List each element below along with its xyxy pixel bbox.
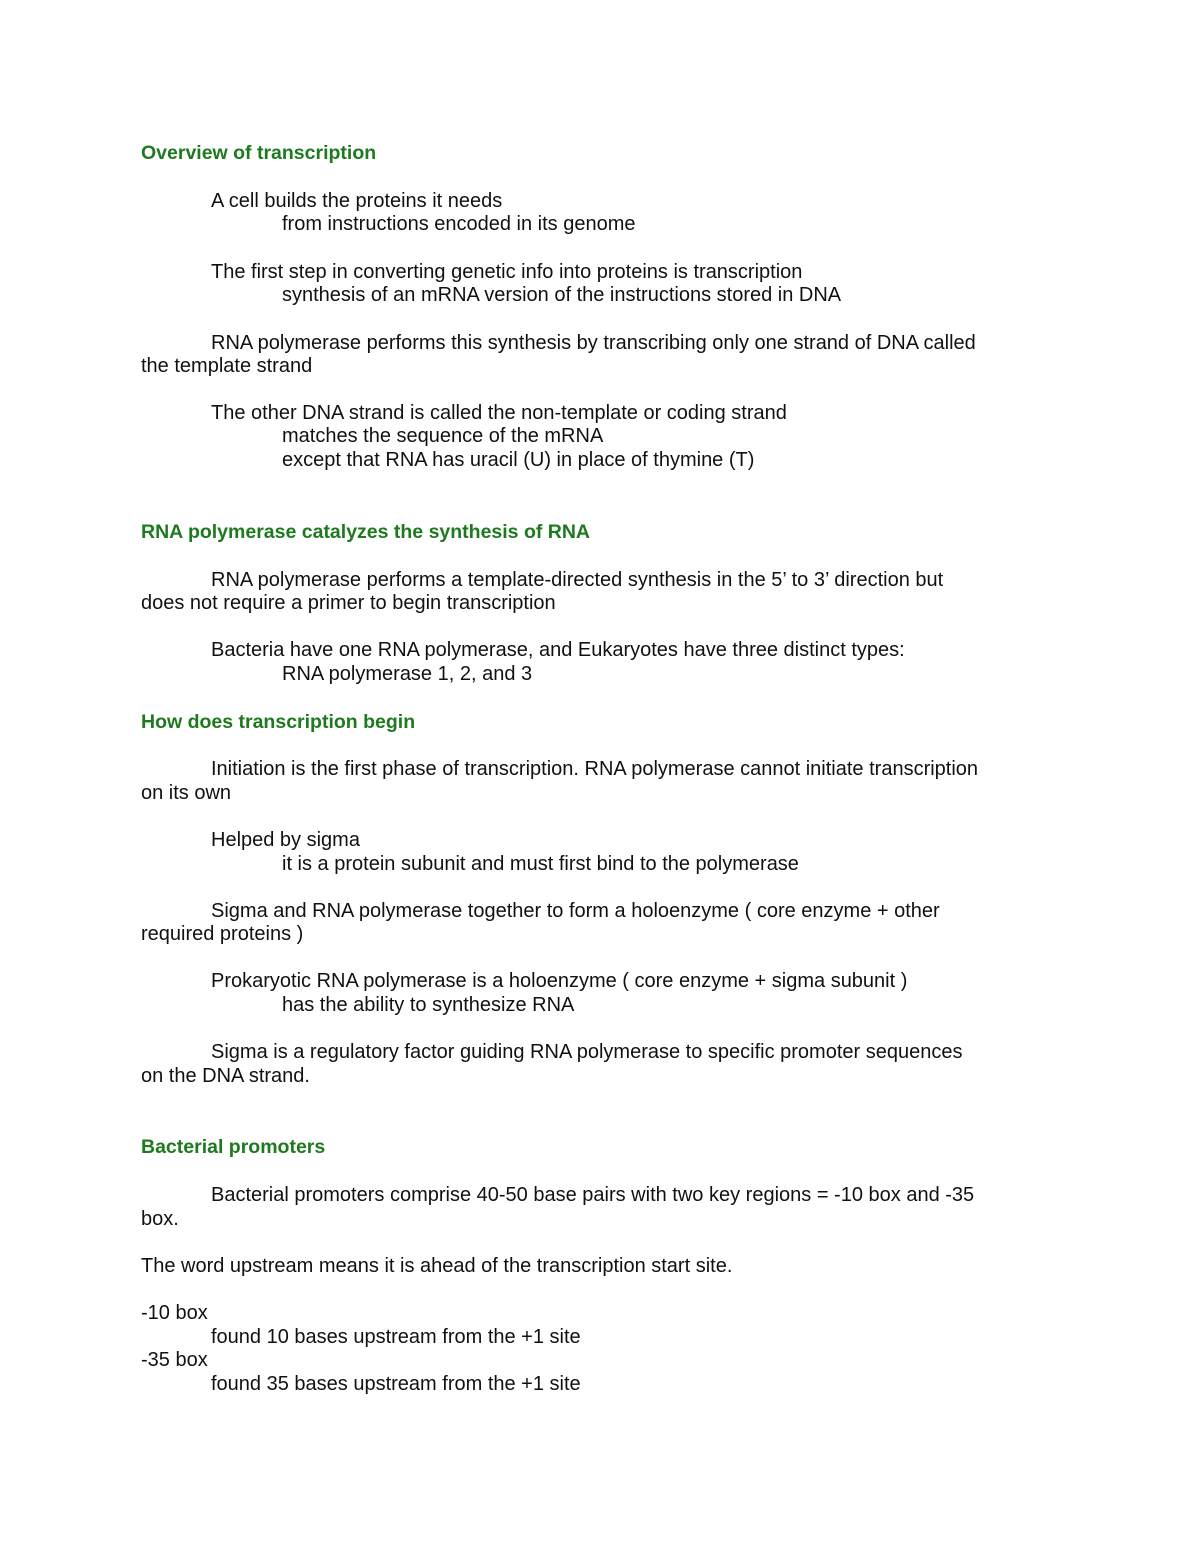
text-line: The other DNA strand is called the non-template or coding strand (211, 402, 787, 424)
text-line: Prokaryotic RNA polymerase is a holoenzyme ( core enzyme + sigma subunit ) (211, 970, 908, 992)
text-line: the template strand (141, 355, 313, 377)
text-line: Sigma is a regulatory factor guiding RNA polymerase to specific promoter sequences (211, 1041, 963, 1063)
text-line: it is a protein subunit and must first bind to the polymerase (282, 853, 799, 875)
text-line: Helped by sigma (211, 829, 360, 851)
text-line: Initiation is the first phase of transcription. RNA polymerase cannot initiate transcription (211, 758, 979, 780)
text-line: -10 box (141, 1302, 208, 1324)
text-line: from instructions encoded in its genome (282, 213, 636, 235)
text-line: found 10 bases upstream from the +1 site (211, 1326, 581, 1348)
text-line: matches the sequence of the mRNA (282, 425, 604, 447)
text-line: does not require a primer to begin transcription (141, 592, 556, 614)
section-heading-bacterial-promoters: Bacterial promoters (141, 1136, 326, 1158)
text-line: required proteins ) (141, 923, 304, 945)
text-line: on its own (141, 782, 232, 804)
text-line: RNA polymerase 1, 2, and 3 (282, 663, 533, 685)
text-line: Bacteria have one RNA polymerase, and Eukaryotes have three distinct types: (211, 639, 905, 661)
text-line: The word upstream means it is ahead of the transcription start site. (141, 1255, 733, 1277)
text-line: Sigma and RNA polymerase together to form a holoenzyme ( core enzyme + other (211, 900, 940, 922)
section-heading-overview: Overview of transcription (141, 142, 377, 164)
text-line: synthesis of an mRNA version of the instructions stored in DNA (282, 284, 842, 306)
section-heading-transcription-begin: How does transcription begin (141, 711, 416, 733)
text-line: found 35 bases upstream from the +1 site (211, 1373, 581, 1395)
text-line: has the ability to synthesize RNA (282, 994, 575, 1016)
text-line: RNA polymerase performs a template-directed synthesis in the 5’ to 3’ direction but (211, 569, 944, 591)
text-line: A cell builds the proteins it needs (211, 190, 503, 212)
text-line: Bacterial promoters comprise 40-50 base pairs with two key regions = -10 box and -35 (211, 1184, 975, 1206)
text-line: The first step in converting genetic info into proteins is transcription (211, 261, 803, 283)
text-line: except that RNA has uracil (U) in place of thymine (T) (282, 449, 755, 471)
text-line: -35 box (141, 1349, 208, 1371)
text-line: box. (141, 1208, 179, 1230)
section-heading-rna-polymerase: RNA polymerase catalyzes the synthesis of RNA (141, 521, 591, 543)
text-line: RNA polymerase performs this synthesis by transcribing only one strand of DNA called (211, 332, 976, 354)
text-line: on the DNA strand. (141, 1065, 310, 1087)
